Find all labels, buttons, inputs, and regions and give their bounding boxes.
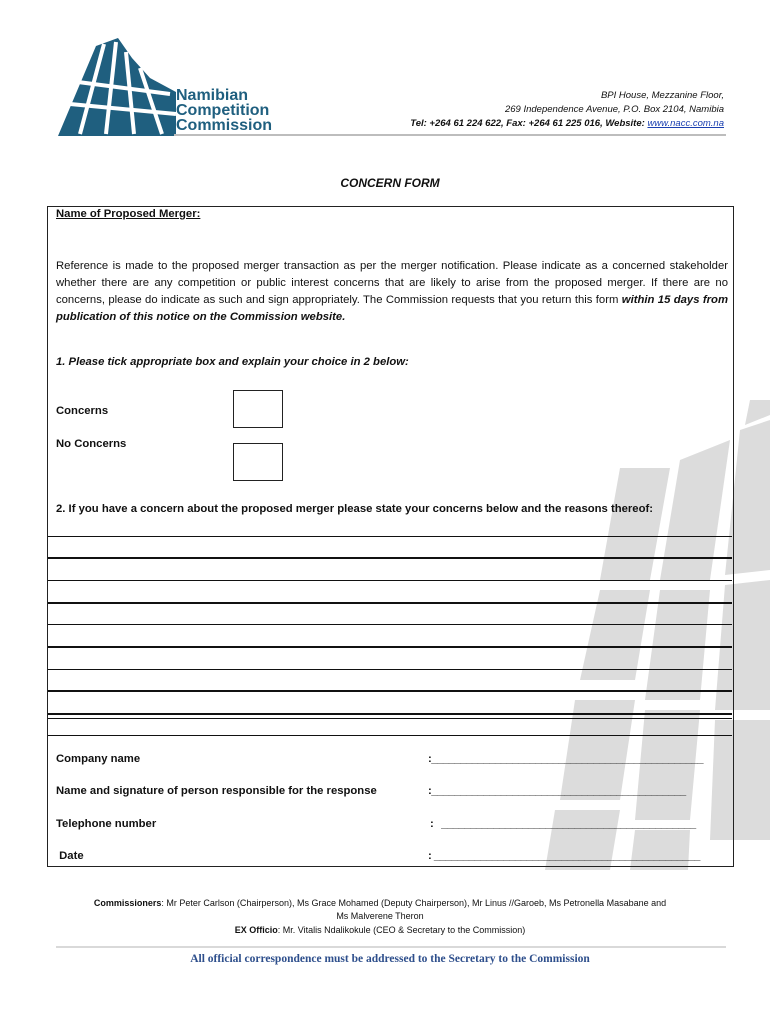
- footer-tagline: All official correspondence must be addressed to the Secretary to the Commission: [190, 953, 590, 965]
- contact-line: [410, 118, 724, 129]
- company-name-label: Company name: [56, 753, 141, 765]
- reference-emphasis: within 15 days from publication of this notice on the Commission website.: [56, 294, 728, 323]
- nacc-logo-graphic: [58, 38, 176, 136]
- answer-line[interactable]: [48, 669, 732, 670]
- answer-line[interactable]: [48, 646, 732, 648]
- reference-text: Reference is made to the proposed merger transaction as per the merger notification. Please indicate as a concerned stakeholder whether there are any competition or public interest concerns that are likely to arise from the proposed merger. If there are no concerns, please do indicate as such and sign appropriately. The Commission requests that you return this form: [56, 260, 728, 306]
- answer-line[interactable]: [48, 713, 732, 715]
- address-line1: BPI House, Mezzanine Floor,: [600, 90, 724, 101]
- logo-text-line2: Competition: [176, 102, 270, 119]
- merger-name-label: Name of Proposed Merger:: [56, 208, 201, 220]
- footer-divider: [56, 946, 726, 948]
- commissioners-text: : Mr Peter Carlson (Chairperson), Ms Grace Mohamed (Deputy Chairperson), Mr Linus //Garoeb, Ms Petronella Masabane and: [161, 898, 667, 908]
- date-field[interactable]: : ______________________________________________: [428, 850, 700, 862]
- question-1: 1. Please tick appropriate box and explain your choice in 2 below:: [56, 356, 409, 368]
- telephone-field[interactable]: : ____________________________________________: [430, 818, 696, 830]
- answer-line[interactable]: [48, 580, 732, 581]
- signatory-field[interactable]: :____________________________________________: [428, 785, 686, 797]
- tel-value: +264 61 224 622,: [426, 118, 504, 129]
- no-concerns-label: No Concerns: [56, 438, 127, 450]
- question-2: 2. If you have a concern about the proposed merger please state your concerns below and the reasons thereof:: [56, 503, 654, 515]
- address-line2: 269 Independence Avenue, P.O. Box 2104, Namibia: [504, 104, 724, 115]
- ex-officio-text: : Mr. Vitalis Ndalikokule (CEO & Secretary to the Commission): [277, 925, 526, 935]
- commissioners-line2: Ms Malverene Theron: [336, 911, 424, 921]
- date-label: Date: [56, 850, 84, 862]
- website-label: Website:: [602, 118, 645, 129]
- logo-text-line1: Namibian: [176, 87, 249, 104]
- signatory-label: Name and signature of person responsible for the response: [56, 785, 377, 797]
- answer-line[interactable]: [48, 718, 732, 719]
- answer-line[interactable]: [48, 690, 732, 692]
- answer-line[interactable]: [48, 536, 732, 537]
- header-divider: [174, 134, 726, 136]
- no-concerns-checkbox[interactable]: [233, 443, 283, 481]
- reference-paragraph: [56, 258, 728, 326]
- answer-line[interactable]: [48, 602, 732, 604]
- answer-line[interactable]: [48, 735, 732, 736]
- tel-label: Tel:: [410, 118, 427, 129]
- commissioners-line: [0, 896, 760, 910]
- fax-value: +264 61 225 016,: [525, 118, 603, 129]
- logo-text-line3: Commission: [176, 117, 273, 134]
- form-title: CONCERN FORM: [340, 176, 440, 190]
- concerns-checkbox[interactable]: [233, 390, 283, 428]
- answer-line[interactable]: [48, 624, 732, 625]
- telephone-label: Telephone number: [56, 818, 157, 830]
- commissioners-label: Commissioners: [93, 898, 162, 908]
- answer-line[interactable]: [48, 557, 732, 559]
- fax-label: Fax:: [503, 118, 526, 129]
- website-link[interactable]: www.nacc.com.na: [647, 118, 724, 129]
- ex-officio-label: EX Officio: [234, 925, 278, 935]
- ex-officio-line: [0, 923, 760, 937]
- concerns-label: Concerns: [56, 405, 109, 417]
- company-name-field[interactable]: :_______________________________________________: [428, 753, 704, 765]
